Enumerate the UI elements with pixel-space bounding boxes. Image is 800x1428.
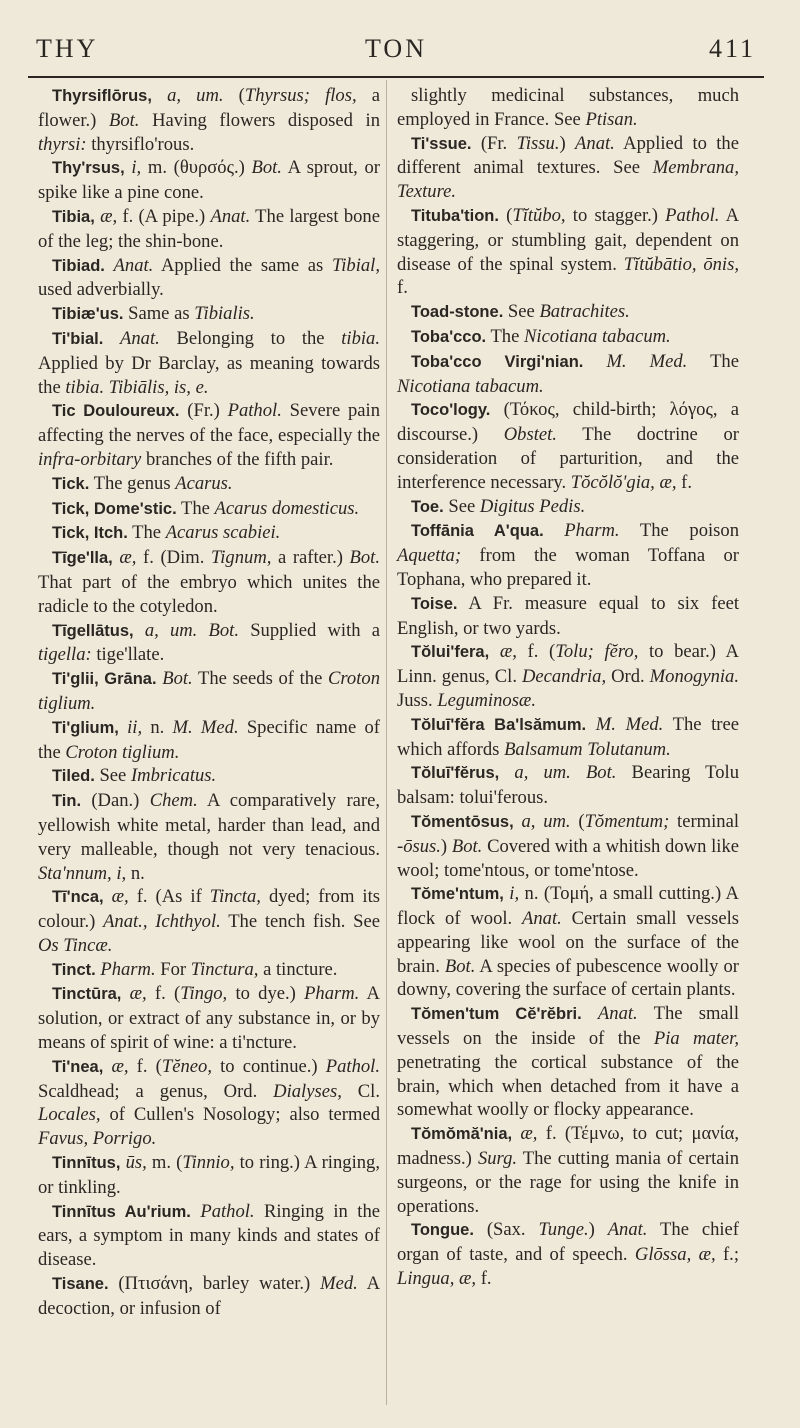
entry-text: f. bbox=[676, 471, 693, 493]
entry-text: The poison bbox=[619, 520, 739, 542]
dictionary-entry bbox=[397, 495, 739, 520]
headword: Toffānia A'qua. bbox=[411, 522, 544, 541]
entry-text: The genus bbox=[89, 472, 176, 494]
italic-text: Anat. bbox=[120, 327, 160, 349]
italic-text: ii, bbox=[127, 716, 143, 738]
entry-text: m. (θυρσός.) bbox=[141, 157, 252, 179]
italic-text: Bot. bbox=[349, 547, 380, 569]
entry-text: used adverbially. bbox=[38, 279, 164, 301]
italic-text: M. Med. bbox=[172, 716, 239, 738]
italic-text: i, bbox=[131, 157, 142, 179]
dictionary-entry bbox=[38, 84, 380, 156]
entry-text: f. bbox=[476, 1268, 492, 1290]
italic-text: Dialyses, bbox=[273, 1080, 342, 1102]
entry-text: The doctrine or consideration of parturition, and the interference necessary. bbox=[397, 424, 739, 493]
entry-text: f.; bbox=[715, 1244, 739, 1266]
right-column bbox=[397, 84, 739, 1291]
entry-text bbox=[586, 714, 596, 735]
italic-text: Tĕneo, bbox=[161, 1055, 212, 1077]
entry-text: Applied by Dr Barclay, as meaning towards the bbox=[38, 352, 380, 398]
headword: Tī'nca, bbox=[52, 888, 104, 907]
headword: Thyrsiflōrus, bbox=[52, 87, 152, 105]
dictionary-entry bbox=[38, 497, 380, 522]
entry-text: A decoction, or infusion of bbox=[38, 1273, 380, 1319]
entry-text: Ringing in the ears, a symptom in many kinds and states of disease. bbox=[38, 1200, 381, 1271]
italic-text: i, bbox=[509, 883, 520, 905]
entry-text bbox=[191, 1201, 200, 1222]
headword: Ti'glium, bbox=[52, 718, 119, 737]
italic-text: æ, bbox=[111, 886, 129, 908]
entry-text: The small vessels on the inside of the bbox=[397, 1003, 739, 1050]
italic-text: æ, bbox=[129, 983, 147, 1005]
entry-text: ( bbox=[498, 204, 513, 226]
headword: Ti'bial. bbox=[52, 329, 104, 348]
dictionary-entry bbox=[38, 399, 380, 471]
italic-text: Tolu; fĕro, bbox=[555, 641, 639, 663]
headword: Tŏme'ntum, bbox=[411, 885, 504, 904]
header-right-guideword: TON bbox=[365, 34, 427, 63]
dictionary-entry bbox=[397, 398, 739, 494]
italic-text: Croton tiglium. bbox=[65, 741, 180, 763]
entry-text: (Dan.) bbox=[81, 790, 150, 812]
headword: Tŏmen'tum Cĕ'rĕbri. bbox=[411, 1005, 582, 1024]
entry-text: Specific name of the bbox=[38, 716, 380, 763]
italic-text: M. Med. bbox=[606, 350, 688, 372]
italic-text: Pathol. bbox=[325, 1055, 380, 1077]
entry-text: (Τόκος, child-birth; λόγος, a discourse.) bbox=[397, 399, 739, 446]
italic-text: Nicotiana tabacum. bbox=[397, 375, 544, 397]
italic-text: Anat., Ichthyol. bbox=[103, 911, 221, 933]
entry-text bbox=[489, 641, 500, 662]
headword: Tīge'lla, bbox=[52, 549, 113, 568]
italic-text: Monogynia. bbox=[649, 666, 739, 688]
dictionary-entry bbox=[38, 521, 380, 546]
dictionary-entry bbox=[38, 764, 380, 789]
italic-text: Tincta, bbox=[209, 886, 261, 908]
headword: Ti'nea, bbox=[52, 1057, 104, 1076]
italic-text: Pathol. bbox=[227, 400, 282, 422]
entry-text: ( bbox=[223, 85, 245, 106]
headword: Tŏluī'fĕrus, bbox=[411, 764, 500, 783]
italic-text: Pathol. bbox=[200, 1200, 255, 1222]
entry-text: to bear.) A Linn. genus, Cl. bbox=[397, 641, 739, 688]
entry-text: See bbox=[94, 765, 131, 787]
dictionary-entry bbox=[397, 1218, 739, 1290]
italic-text: Tibial, bbox=[331, 254, 380, 276]
headword: Tīgellātus, bbox=[52, 621, 134, 640]
dictionary-entry bbox=[38, 1272, 380, 1321]
dictionary-entry bbox=[38, 1055, 380, 1151]
headword: Tic Douloureux. bbox=[52, 402, 180, 421]
entry-text bbox=[104, 886, 112, 907]
italic-text: Favus, Porrigo. bbox=[38, 1128, 157, 1150]
entry-text: A sprout, or spike like a pine cone. bbox=[38, 157, 380, 204]
headword: Tick, Dome'stic. bbox=[52, 499, 177, 518]
dictionary-entry bbox=[38, 156, 380, 205]
dictionary-entry bbox=[38, 546, 380, 618]
italic-text: æ, bbox=[520, 1123, 538, 1145]
entry-text bbox=[105, 255, 114, 276]
entry-text: f. ( bbox=[516, 641, 556, 663]
entry-text: A staggering, or stumbling gait, dependent on disease of the spinal system. bbox=[397, 204, 739, 275]
headword: Tin. bbox=[52, 792, 82, 811]
entry-text: ( bbox=[570, 810, 585, 832]
italic-text: Acarus domesticus. bbox=[214, 497, 360, 519]
entry-text: Belonging to the bbox=[159, 327, 342, 349]
italic-text: Pathol. bbox=[665, 204, 720, 226]
italic-text: æ, bbox=[111, 1055, 129, 1077]
dictionary-entry bbox=[397, 1002, 739, 1122]
headword: Tŏluī'fĕra Ba'lsămum. bbox=[411, 715, 587, 734]
italic-text: æ, bbox=[119, 547, 137, 569]
italic-text: Digitus Pedis. bbox=[479, 495, 586, 517]
entry-text: m. ( bbox=[146, 1152, 183, 1174]
headword: Tinnītus Au'rium. bbox=[52, 1202, 191, 1221]
entry-text: to ring.) A ringing, or tinkling. bbox=[38, 1152, 380, 1198]
italic-text: Tissu. bbox=[516, 132, 560, 154]
dictionary-entry bbox=[38, 302, 380, 327]
entry-text: Juss. bbox=[397, 689, 438, 711]
entry-text: to continue.) bbox=[211, 1055, 326, 1077]
dictionary-entry bbox=[38, 327, 380, 399]
italic-text: Pharm. bbox=[304, 983, 360, 1005]
dictionary-entry bbox=[38, 619, 380, 668]
entry-text: The chief organ of taste, and of speech. bbox=[397, 1219, 740, 1266]
headword: Tinnītus, bbox=[52, 1154, 121, 1173]
italic-text: M. Med. bbox=[595, 713, 664, 735]
italic-text: Sta'nnum, i, bbox=[38, 862, 127, 884]
italic-text: Thyrsus; flos, bbox=[244, 85, 357, 106]
italic-text: a, um. bbox=[521, 810, 571, 832]
entry-text: Applied to the different animal textures. See bbox=[397, 132, 739, 179]
entry-text: n. (Τομή, a small cutting.) A flock of wool. bbox=[397, 883, 739, 930]
entry-text: (Fr.) bbox=[179, 400, 228, 422]
entry-text: A Fr. measure equal to six feet English, or two yards. bbox=[397, 592, 739, 639]
left-column bbox=[38, 84, 380, 1321]
italic-text: Anat. bbox=[210, 205, 251, 227]
entry-text: ) bbox=[559, 132, 576, 154]
headword: Tŏmŏmă'nia, bbox=[411, 1125, 513, 1144]
entry-text: slightly medicinal substances, much employed in France. See bbox=[397, 85, 739, 130]
italic-text: Ptisan. bbox=[585, 108, 638, 130]
entry-text: Bearing Tolu balsam: tolui'ferous. bbox=[397, 762, 739, 809]
entry-text bbox=[103, 328, 120, 349]
italic-text: Bot. bbox=[162, 668, 193, 690]
italic-text: tibia. Tibiālis, is, e. bbox=[65, 376, 209, 398]
italic-text: Croton tiglium. bbox=[38, 668, 380, 714]
italic-text: Tingo, bbox=[180, 983, 228, 1005]
italic-text: æ, bbox=[499, 641, 517, 663]
entry-text: Scaldhead; a genus, Ord. bbox=[38, 1080, 274, 1102]
italic-text: Obstet. bbox=[503, 424, 557, 446]
entry-text: The bbox=[176, 497, 215, 519]
entry-text bbox=[583, 351, 606, 372]
entry-text bbox=[499, 762, 514, 783]
entry-text: terminal bbox=[669, 810, 740, 832]
italic-text: Tŏcŏlŏ'gia, æ, bbox=[570, 471, 677, 493]
dictionary-entry bbox=[38, 1200, 380, 1272]
italic-text: Membrana, Texture. bbox=[397, 157, 739, 203]
entry-text: of Cullen's Nosology; also termed bbox=[100, 1104, 380, 1126]
dictionary-entry bbox=[397, 761, 739, 810]
dictionary-entry bbox=[397, 640, 739, 712]
dictionary-entry bbox=[38, 885, 380, 957]
italic-text: Balsamum Tolutanum. bbox=[504, 738, 671, 760]
dictionary-entry bbox=[397, 84, 739, 132]
running-header bbox=[36, 34, 756, 70]
entry-text: A solution, or extract of any substance in, or by means of spirit of wine: a ti'ncture. bbox=[38, 983, 380, 1054]
italic-text: Anat. bbox=[113, 254, 154, 276]
italic-text: Acarus. bbox=[175, 472, 233, 494]
italic-text: Glōssa, æ, bbox=[634, 1244, 716, 1266]
entry-text: Cl. bbox=[341, 1080, 380, 1102]
italic-text: Leguminosæ. bbox=[437, 689, 536, 711]
entry-text: tige'llate. bbox=[91, 644, 165, 666]
entry-text: f. bbox=[397, 277, 408, 299]
italic-text: infra-orbitary bbox=[38, 448, 142, 470]
italic-text: Decandria, bbox=[521, 666, 607, 688]
dictionary-entry bbox=[397, 325, 739, 350]
italic-text: a, um. bbox=[167, 85, 224, 106]
entry-text: The bbox=[687, 350, 739, 372]
entry-text: (Sax. bbox=[473, 1219, 539, 1241]
headword: Toad-stone. bbox=[411, 303, 504, 322]
entry-text bbox=[544, 520, 565, 541]
headword: Tŏlui'fera, bbox=[411, 643, 490, 662]
entry-text: f. ( bbox=[146, 983, 181, 1005]
entry-text: a tincture. bbox=[258, 958, 338, 980]
dictionary-entry bbox=[38, 472, 380, 497]
entry-text: f. (Τέμνω, to cut; μανία, madness.) bbox=[397, 1123, 739, 1170]
entry-text: Applied the same as bbox=[153, 254, 332, 276]
headword: Tituba'tion. bbox=[411, 206, 499, 225]
dictionary-entry bbox=[38, 1151, 380, 1200]
entry-text: Covered with a whitish down like wool; tome'ntous, or tome'ntose. bbox=[397, 835, 739, 881]
italic-text: a, um. Bot. bbox=[144, 619, 239, 641]
dictionary-entry bbox=[397, 810, 739, 882]
italic-text: -ōsus. bbox=[397, 835, 441, 857]
dictionary-entry bbox=[38, 205, 380, 254]
italic-text: æ, bbox=[100, 205, 118, 227]
italic-text: Pia mater, bbox=[653, 1028, 740, 1050]
entry-text: branches of the fifth pair. bbox=[141, 448, 334, 470]
entry-text bbox=[121, 983, 129, 1004]
entry-text: f. (A pipe.) bbox=[117, 205, 211, 227]
entry-text: ) bbox=[588, 1219, 608, 1241]
headword: Ti'glii, Grāna. bbox=[52, 670, 157, 689]
entry-text: A species of pubescence woolly or downy, covering the surface of certain plants. bbox=[397, 955, 739, 1001]
dictionary-entry bbox=[38, 667, 380, 716]
italic-text: Tunge. bbox=[538, 1219, 589, 1241]
italic-text: Tinctura, bbox=[190, 958, 259, 980]
header-left-guideword: THY bbox=[36, 34, 99, 63]
entry-text: ) bbox=[440, 835, 452, 857]
headword: Toba'cco Virgi'nian. bbox=[411, 352, 584, 371]
italic-text: Anat. bbox=[597, 1003, 638, 1025]
entry-text: The bbox=[127, 522, 166, 544]
entry-text: (Πτισάνη, barley water.) bbox=[108, 1273, 321, 1295]
italic-text: Aquetta; bbox=[397, 545, 462, 567]
headword: Toco'logy. bbox=[411, 401, 491, 420]
dictionary-entry bbox=[38, 254, 380, 303]
entry-text: Severe pain affecting the nerves of the face, especially the bbox=[38, 400, 380, 447]
headword: Tick, Itch. bbox=[52, 524, 128, 543]
entry-text: dyed; from its colour.) bbox=[38, 886, 380, 933]
italic-text: Locales, bbox=[38, 1104, 101, 1126]
headword: Toe. bbox=[411, 497, 444, 516]
headword: Tick. bbox=[52, 474, 90, 493]
dictionary-entry bbox=[397, 204, 739, 300]
entry-text: a flower.) bbox=[38, 85, 381, 131]
entry-text: Supplied with a bbox=[239, 619, 381, 641]
headword: Tibiad. bbox=[52, 256, 105, 275]
entry-text: (Fr. bbox=[471, 132, 517, 154]
dictionary-entry bbox=[38, 789, 380, 885]
entry-text: n. bbox=[126, 862, 145, 884]
dictionary-entry bbox=[397, 1122, 739, 1218]
dictionary-entry bbox=[397, 519, 739, 591]
dictionary-entry bbox=[38, 982, 380, 1054]
entry-text: The bbox=[486, 325, 525, 347]
dictionary-entry bbox=[397, 350, 739, 399]
dictionary-entry bbox=[397, 713, 739, 762]
entry-text bbox=[152, 85, 167, 106]
headword: Tongue. bbox=[411, 1221, 474, 1240]
entry-text: to dye.) bbox=[227, 983, 305, 1005]
italic-text: tigella: bbox=[38, 644, 92, 666]
italic-text: Pharm. bbox=[100, 958, 156, 980]
italic-text: Nicotiana tabacum. bbox=[524, 325, 671, 347]
headword: Tinct. bbox=[52, 960, 96, 979]
dictionary-entry bbox=[38, 716, 380, 765]
italic-text: Os Tincæ. bbox=[38, 934, 113, 956]
italic-text: Batrachites. bbox=[539, 301, 630, 323]
dictionary-entry bbox=[38, 958, 380, 983]
entry-text: Same as bbox=[123, 303, 195, 325]
italic-text: a, um. Bot. bbox=[514, 762, 617, 784]
italic-text: Med. bbox=[320, 1273, 358, 1295]
entry-text: penetrating the cortical substance of the brain, which when detached from it have a somewhat woolly or flocky appearance. bbox=[397, 1051, 739, 1121]
entry-text: The seeds of the bbox=[192, 668, 328, 690]
italic-text: ūs, bbox=[125, 1152, 147, 1174]
italic-text: Tŏmentum; bbox=[584, 810, 670, 832]
headword: Tisane. bbox=[52, 1275, 109, 1294]
italic-text: Bot. bbox=[451, 835, 483, 857]
entry-text bbox=[119, 717, 127, 738]
entry-text: The tree which affords bbox=[397, 713, 740, 760]
italic-text: Anat. bbox=[607, 1219, 648, 1241]
italic-text: Pharm. bbox=[564, 520, 620, 542]
dictionary-entry bbox=[397, 882, 739, 1002]
header-rule bbox=[28, 76, 764, 78]
italic-text: Tĭtŭbo, bbox=[512, 204, 566, 226]
headword: Ti'ssue. bbox=[411, 134, 472, 153]
italic-text: Bot. bbox=[251, 157, 282, 179]
entry-text: Having flowers disposed in bbox=[139, 109, 380, 131]
entry-text: See bbox=[503, 301, 540, 323]
column-divider bbox=[386, 80, 387, 1405]
italic-text: Tinnio, bbox=[182, 1152, 235, 1174]
entry-text: The cutting mania of certain surgeons, or the rage for using the knife in operations. bbox=[397, 1148, 739, 1217]
italic-text: Tĭtŭbātio, ōnis, bbox=[623, 253, 739, 275]
italic-text: Tibialis. bbox=[194, 303, 255, 325]
headword: Thy'rsus, bbox=[52, 159, 125, 178]
headword: Tiled. bbox=[52, 767, 95, 786]
entry-text bbox=[582, 1003, 598, 1024]
entry-text: The tench fish. See bbox=[220, 911, 380, 933]
entry-text bbox=[134, 620, 145, 641]
entry-text: n. bbox=[142, 716, 173, 738]
dictionary-entry bbox=[397, 132, 739, 204]
entry-text: The largest bone of the leg; the shin-bone. bbox=[38, 205, 380, 252]
italic-text: Lingua, æ, bbox=[397, 1268, 477, 1290]
entry-text: f. (Dim. bbox=[136, 547, 211, 569]
italic-text: Anat. bbox=[575, 132, 615, 154]
italic-text: tibia. bbox=[341, 327, 380, 349]
entry-text: Certain small vessels appearing like wool on the surface of the brain. bbox=[397, 908, 739, 977]
italic-text: Tignum, bbox=[210, 547, 272, 569]
italic-text: thyrsi: bbox=[38, 133, 87, 155]
headword: Tibiæ'us. bbox=[52, 305, 124, 324]
italic-text: Anat. bbox=[522, 908, 562, 930]
entry-text: a rafter.) bbox=[271, 547, 350, 569]
entry-text: For bbox=[155, 958, 191, 980]
entry-text: That part of the embryo which unites the radicle to the cotyledon. bbox=[38, 571, 380, 617]
italic-text: Surg. bbox=[477, 1148, 518, 1170]
entry-text: to stagger.) bbox=[565, 204, 666, 226]
entry-text: thyrsiflo'rous. bbox=[86, 133, 195, 155]
entry-text: Ord. bbox=[606, 666, 650, 688]
headword: Toba'cco. bbox=[411, 327, 487, 346]
italic-text: Chem. bbox=[149, 790, 198, 812]
entry-text: A comparatively rare, yellowish white metal, harder than lead, and very malleable, though not very tenacious. bbox=[38, 790, 380, 860]
headword: Tibia, bbox=[52, 207, 95, 226]
headword: Tŏmentōsus, bbox=[411, 812, 514, 831]
entry-text: f. (As if bbox=[128, 886, 210, 908]
entry-text: f. ( bbox=[128, 1055, 162, 1077]
headword: Tinctūra, bbox=[52, 985, 122, 1004]
italic-text: Acarus scabiei. bbox=[165, 522, 281, 544]
italic-text: Imbricatus. bbox=[130, 765, 217, 787]
entry-text: from the woman Toffana or Tophana, who prepared it. bbox=[397, 545, 739, 590]
entry-text: See bbox=[443, 495, 480, 517]
italic-text: Bot. bbox=[108, 109, 140, 131]
page-number: 411 bbox=[708, 34, 756, 63]
italic-text: Bot. bbox=[444, 955, 476, 977]
dictionary-entry bbox=[397, 300, 739, 325]
dictionary-entry bbox=[397, 592, 739, 641]
headword: Toise. bbox=[411, 594, 458, 613]
